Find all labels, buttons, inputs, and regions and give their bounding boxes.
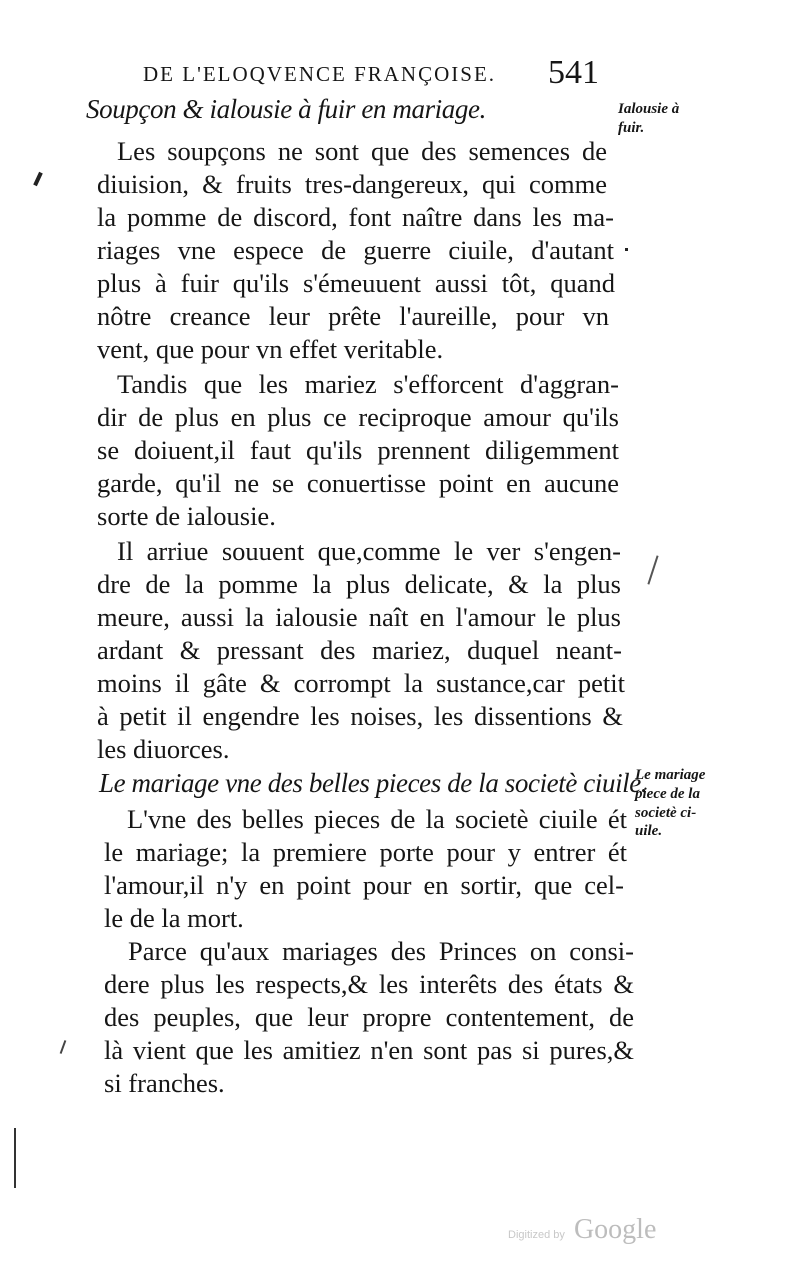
margin-note-jealousy xyxy=(618,100,679,138)
margin-note-line: Ialousie à xyxy=(618,101,680,117)
margin-note-marriage xyxy=(635,766,705,841)
text-line: sorte de ialousie. xyxy=(97,501,276,531)
text-line: garde, qu'il ne se conuertisse point en aucune xyxy=(97,468,619,498)
section-heading-jealousy: Soupçon & ialousie à fuir en mariage. xyxy=(86,94,486,124)
text-line: se doiuent,il faut qu'ils prennent diligemment xyxy=(97,435,619,465)
text-line: le mariage; la premiere porte pour y entrer ét xyxy=(104,837,627,867)
margin-note-line: piece de la xyxy=(635,785,700,802)
ink-speck xyxy=(647,555,658,584)
text-line: Les soupçons ne sont que des semences de xyxy=(117,136,607,166)
text-line: meure, aussi la ialousie naît en l'amour le plus xyxy=(97,602,621,632)
text-line: riages vne espece de guerre ciuile, d'autant xyxy=(97,235,614,265)
section-heading-marriage: Le mariage vne des belles pieces de la societè ciuile. xyxy=(99,768,648,798)
binding-edge-mark xyxy=(14,1128,16,1188)
text-line: dre de la pomme la plus delicate, & la plus xyxy=(97,569,621,599)
margin-note-line: Le mariage xyxy=(635,767,706,783)
ink-speck xyxy=(625,248,628,251)
margin-note-line: societè ci- xyxy=(635,804,697,821)
page-number: 541 xyxy=(548,54,599,91)
ink-speck xyxy=(60,1040,67,1054)
text-line: diuision, & fruits tres-dangereux, qui comme xyxy=(97,169,607,199)
text-line: ardant & pressant des mariez, duquel neant- xyxy=(97,635,622,665)
text-line: le de la mort. xyxy=(104,903,244,933)
watermark-small-text: Digitized by xyxy=(508,1229,565,1241)
margin-note-line: fuir. xyxy=(618,119,645,136)
text-line: vent, que pour vn effet veritable. xyxy=(97,334,444,364)
text-line: les diuorces. xyxy=(97,734,230,764)
text-line: là vient que les amitiez n'en sont pas si pures,& xyxy=(104,1035,634,1065)
text-line: nôtre creance leur prête l'aureille, pour vn xyxy=(97,301,609,331)
margin-note-line: uile. xyxy=(635,823,663,840)
text-line: L'vne des belles pieces de la societè ciuile ét xyxy=(127,804,627,834)
text-line: Parce qu'aux mariages des Princes on consi- xyxy=(128,936,634,966)
text-line: à petit il engendre les noises, les dissentions & xyxy=(97,701,623,731)
text-line: dir de plus en plus ce reciproque amour qu'ils xyxy=(97,402,619,432)
text-line: plus à fuir qu'ils s'émeuuent aussi tôt, quand xyxy=(97,268,615,298)
text-line: moins il gâte & corrompt la sustance,car petit xyxy=(97,668,625,698)
ink-speck xyxy=(33,172,43,186)
running-head: DE L'ELOQVENCE FRANÇOISE. xyxy=(143,62,497,86)
text-line: Il arriue souuent que,comme le ver s'engen- xyxy=(117,536,621,566)
text-line: des peuples, que leur propre contentement, de xyxy=(104,1002,634,1032)
digitized-by-google-watermark xyxy=(508,1214,656,1246)
text-line: Tandis que les mariez s'efforcent d'aggran- xyxy=(117,369,619,399)
text-line: dere plus les respects,& les interêts des états & xyxy=(104,969,634,999)
text-line: l'amour,il n'y en point pour en sortir, que cel- xyxy=(104,870,624,900)
text-line: la pomme de discord, font naître dans les ma- xyxy=(97,202,614,232)
google-logo: Google xyxy=(573,1214,657,1245)
text-line: si franches. xyxy=(104,1068,225,1098)
